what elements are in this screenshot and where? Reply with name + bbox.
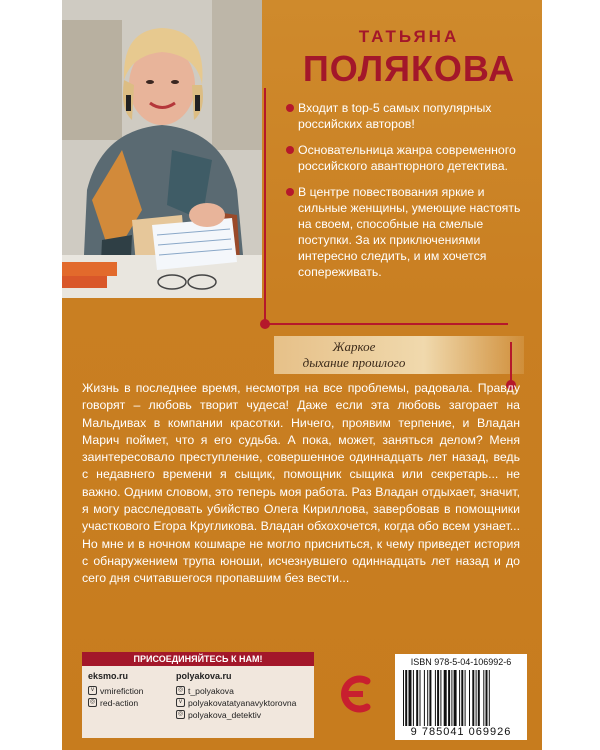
frame-line-short bbox=[510, 342, 512, 384]
social-column-left bbox=[88, 671, 143, 709]
instagram-icon: ◎ bbox=[177, 711, 184, 717]
social-link[interactable]: ◎ red-action bbox=[89, 697, 139, 708]
social-links-block bbox=[82, 652, 314, 738]
author-last-name: ПОЛЯКОВА bbox=[302, 48, 516, 89]
isbn: ISBN 978-5-04-106992-6 bbox=[410, 657, 512, 667]
selling-point: В центре повествования яркие и сильные женщины, умеющие настоять на своем, способные на смелые поступки. За их приключениями интересно следить, и им хочется сопереживать. bbox=[286, 184, 526, 280]
barcode bbox=[403, 670, 519, 726]
social-column-right bbox=[176, 671, 296, 721]
selling-point: Основательница жанра современного российского авантюрного детектива. bbox=[286, 142, 526, 174]
bullet-dot-icon bbox=[286, 188, 294, 196]
barcode-number: 9 785041 069926 bbox=[410, 726, 512, 738]
frame-dot bbox=[260, 319, 270, 329]
frame-line-horizontal bbox=[264, 323, 508, 325]
social-link[interactable]: v polyakovatatyanavyktorovna bbox=[176, 697, 296, 708]
author-photo bbox=[62, 0, 262, 298]
publisher-logo-icon bbox=[337, 667, 371, 721]
barcode-block bbox=[395, 654, 527, 740]
bullet-dot-icon bbox=[286, 146, 294, 154]
vk-icon: v bbox=[176, 698, 185, 707]
vk-icon: v bbox=[88, 686, 97, 695]
bullet-dot-icon bbox=[286, 104, 294, 112]
instagram-icon: ◎ bbox=[89, 699, 96, 705]
social-heading: ПРИСОЕДИНЯЙТЕСЬ К НАМ! bbox=[82, 652, 314, 666]
social-link[interactable]: v vmirefiction bbox=[88, 685, 143, 696]
selling-points bbox=[286, 100, 526, 290]
social-link[interactable]: ◎ t_polyakova bbox=[177, 685, 234, 696]
selling-point: Входит в top-5 самых популярных российских авторов! bbox=[286, 100, 526, 132]
site-link[interactable]: eksmo.ru bbox=[88, 671, 129, 681]
author-first-name: ТАТЬЯНА bbox=[358, 27, 460, 46]
book-back-cover bbox=[62, 0, 542, 750]
site-link[interactable]: polyakova.ru bbox=[176, 671, 232, 681]
book-title: Жаркое дыхание прошлого bbox=[302, 339, 406, 370]
social-link[interactable]: ◎ polyakova_detektiv bbox=[177, 709, 262, 720]
frame-line-vertical bbox=[264, 88, 266, 324]
book-annotation: Жизнь в последнее время, несмотря на все проблемы, радовала. Правду говорят – любовь творит чудеса! Даже если эта любовь загорает на Мальдивах в компании красотки. Ничего, проявим терпение, и Владан Марич поймет, что я его судьба. А пока, может, заняться делом? Меня заинтересовало преступление, совершенное одиннадцать лет назад, ведь с недавнего времени я сыщик, помощник сыщика или секретарь... не важно. Одним словом, это теперь моя работа. Раз Владан отдыхает, значит, я могу расследовать убийство Олега Кириллова, завербовав в помощники участкового Егора Кругликова. Владан обхохочется, когда обо всем узнает... Но мне и в ночном кошмаре не могло присниться, к чему приведет история с обнаружением трупа юноши, исчезнувшего одиннадцать лет назад и до сего дня считавшегося пропавшим без вести... bbox=[82, 381, 520, 586]
book-title-banner bbox=[274, 336, 524, 374]
instagram-icon: ◎ bbox=[177, 687, 184, 693]
